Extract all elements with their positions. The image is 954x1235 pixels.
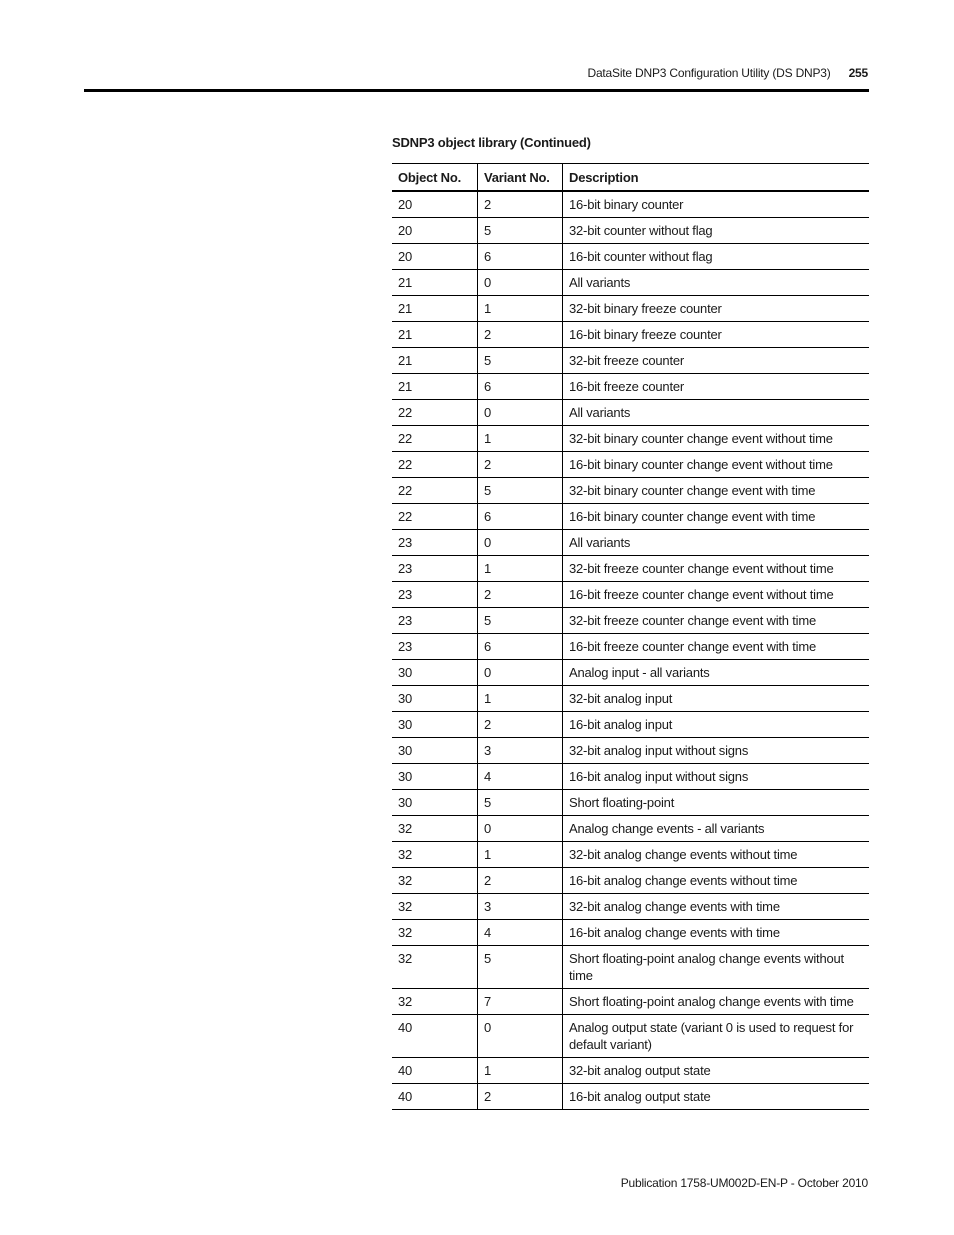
- description-cell: 32-bit analog input without signs: [563, 738, 870, 764]
- table-row: [392, 426, 869, 452]
- description-cell: Analog output state (variant 0 is used to request for default variant): [563, 1015, 870, 1058]
- table-row: [392, 660, 869, 686]
- variant-no-cell: 2: [478, 582, 563, 608]
- object-no-cell: 32: [392, 946, 478, 989]
- variant-no-cell: 3: [478, 894, 563, 920]
- table-row: [392, 608, 869, 634]
- variant-no-cell: 1: [478, 296, 563, 322]
- column-header-variant-no: Variant No.: [478, 164, 563, 192]
- table-body: [392, 191, 869, 1110]
- page-number: 255: [848, 66, 868, 80]
- table-row: [392, 989, 869, 1015]
- table-header-row: [392, 164, 869, 192]
- column-header-description: Description: [563, 164, 870, 192]
- object-no-cell: 30: [392, 686, 478, 712]
- variant-no-cell: 5: [478, 348, 563, 374]
- object-no-cell: 22: [392, 426, 478, 452]
- object-no-cell: 21: [392, 270, 478, 296]
- table-row: [392, 1058, 869, 1084]
- variant-no-cell: 2: [478, 868, 563, 894]
- object-no-cell: 40: [392, 1058, 478, 1084]
- object-no-cell: 40: [392, 1084, 478, 1110]
- object-no-cell: 30: [392, 764, 478, 790]
- table-row: [392, 504, 869, 530]
- variant-no-cell: 1: [478, 426, 563, 452]
- table-caption: SDNP3 object library (Continued): [392, 135, 591, 150]
- variant-no-cell: 5: [478, 946, 563, 989]
- object-library-table: [392, 163, 869, 1110]
- table-row: [392, 530, 869, 556]
- description-cell: Analog input - all variants: [563, 660, 870, 686]
- object-no-cell: 32: [392, 989, 478, 1015]
- table-row: [392, 894, 869, 920]
- object-no-cell: 23: [392, 556, 478, 582]
- variant-no-cell: 2: [478, 1084, 563, 1110]
- description-cell: 32-bit analog change events without time: [563, 842, 870, 868]
- variant-no-cell: 5: [478, 218, 563, 244]
- table-row: [392, 1015, 869, 1058]
- description-cell: 32-bit binary freeze counter: [563, 296, 870, 322]
- variant-no-cell: 5: [478, 608, 563, 634]
- variant-no-cell: 6: [478, 374, 563, 400]
- table-row: [392, 218, 869, 244]
- variant-no-cell: 0: [478, 400, 563, 426]
- table-row: [392, 868, 869, 894]
- table-row: [392, 1084, 869, 1110]
- object-no-cell: 30: [392, 790, 478, 816]
- description-cell: Short floating-point analog change events with time: [563, 989, 870, 1015]
- description-cell: 32-bit freeze counter: [563, 348, 870, 374]
- table-row: [392, 191, 869, 218]
- description-cell: 16-bit analog change events without time: [563, 868, 870, 894]
- description-cell: 16-bit analog input: [563, 712, 870, 738]
- variant-no-cell: 5: [478, 478, 563, 504]
- description-cell: All variants: [563, 400, 870, 426]
- object-no-cell: 22: [392, 400, 478, 426]
- object-no-cell: 22: [392, 452, 478, 478]
- variant-no-cell: 0: [478, 1015, 563, 1058]
- object-no-cell: 23: [392, 582, 478, 608]
- publication-footer: Publication 1758-UM002D-EN-P - October 2010: [620, 1176, 868, 1190]
- object-no-cell: 23: [392, 634, 478, 660]
- object-no-cell: 30: [392, 660, 478, 686]
- object-no-cell: 30: [392, 738, 478, 764]
- table-row: [392, 556, 869, 582]
- table-row: [392, 764, 869, 790]
- variant-no-cell: 2: [478, 712, 563, 738]
- description-cell: All variants: [563, 530, 870, 556]
- description-cell: 16-bit analog change events with time: [563, 920, 870, 946]
- table-row: [392, 296, 869, 322]
- variant-no-cell: 2: [478, 322, 563, 348]
- description-cell: 16-bit binary counter: [563, 191, 870, 218]
- variant-no-cell: 0: [478, 530, 563, 556]
- variant-no-cell: 1: [478, 686, 563, 712]
- table-row: [392, 582, 869, 608]
- description-cell: 32-bit binary counter change event with time: [563, 478, 870, 504]
- object-no-cell: 40: [392, 1015, 478, 1058]
- variant-no-cell: 2: [478, 452, 563, 478]
- header-rule: [84, 89, 869, 92]
- description-cell: 16-bit freeze counter change event with time: [563, 634, 870, 660]
- table-row: [392, 946, 869, 989]
- description-cell: Short floating-point: [563, 790, 870, 816]
- description-cell: 16-bit counter without flag: [563, 244, 870, 270]
- variant-no-cell: 1: [478, 842, 563, 868]
- header-title: DataSite DNP3 Configuration Utility (DS DNP3): [587, 66, 831, 80]
- variant-no-cell: 0: [478, 816, 563, 842]
- variant-no-cell: 0: [478, 660, 563, 686]
- table-row: [392, 244, 869, 270]
- object-no-cell: 21: [392, 296, 478, 322]
- object-no-cell: 21: [392, 322, 478, 348]
- object-no-cell: 32: [392, 868, 478, 894]
- description-cell: 16-bit freeze counter: [563, 374, 870, 400]
- description-cell: 16-bit analog input without signs: [563, 764, 870, 790]
- description-cell: All variants: [563, 270, 870, 296]
- object-no-cell: 23: [392, 608, 478, 634]
- variant-no-cell: 6: [478, 504, 563, 530]
- variant-no-cell: 4: [478, 920, 563, 946]
- description-cell: 32-bit analog output state: [563, 1058, 870, 1084]
- object-no-cell: 32: [392, 894, 478, 920]
- object-no-cell: 32: [392, 816, 478, 842]
- description-cell: 16-bit binary counter change event with time: [563, 504, 870, 530]
- table-row: [392, 348, 869, 374]
- description-cell: 16-bit analog output state: [563, 1084, 870, 1110]
- object-no-cell: 20: [392, 218, 478, 244]
- variant-no-cell: 5: [478, 790, 563, 816]
- object-no-cell: 21: [392, 374, 478, 400]
- description-cell: 16-bit freeze counter change event without time: [563, 582, 870, 608]
- description-cell: 16-bit binary freeze counter: [563, 322, 870, 348]
- table-row: [392, 634, 869, 660]
- table-row: [392, 686, 869, 712]
- table-row: [392, 452, 869, 478]
- table-row: [392, 712, 869, 738]
- description-cell: 32-bit counter without flag: [563, 218, 870, 244]
- table-row: [392, 478, 869, 504]
- variant-no-cell: 4: [478, 764, 563, 790]
- description-cell: 16-bit binary counter change event without time: [563, 452, 870, 478]
- variant-no-cell: 7: [478, 989, 563, 1015]
- object-no-cell: 21: [392, 348, 478, 374]
- object-no-cell: 22: [392, 478, 478, 504]
- variant-no-cell: 6: [478, 634, 563, 660]
- column-header-object-no: Object No.: [392, 164, 478, 192]
- table-row: [392, 816, 869, 842]
- table-row: [392, 400, 869, 426]
- running-header: [587, 66, 868, 80]
- table-row: [392, 842, 869, 868]
- description-cell: Analog change events - all variants: [563, 816, 870, 842]
- table-row: [392, 322, 869, 348]
- description-cell: 32-bit freeze counter change event without time: [563, 556, 870, 582]
- variant-no-cell: 2: [478, 191, 563, 218]
- object-no-cell: 20: [392, 244, 478, 270]
- object-no-cell: 32: [392, 920, 478, 946]
- table-row: [392, 738, 869, 764]
- table-row: [392, 920, 869, 946]
- description-cell: 32-bit freeze counter change event with time: [563, 608, 870, 634]
- object-no-cell: 32: [392, 842, 478, 868]
- variant-no-cell: 1: [478, 1058, 563, 1084]
- table-row: [392, 790, 869, 816]
- description-cell: 32-bit analog input: [563, 686, 870, 712]
- table-row: [392, 374, 869, 400]
- variant-no-cell: 6: [478, 244, 563, 270]
- variant-no-cell: 1: [478, 556, 563, 582]
- description-cell: Short floating-point analog change events without time: [563, 946, 870, 989]
- variant-no-cell: 3: [478, 738, 563, 764]
- description-cell: 32-bit analog change events with time: [563, 894, 870, 920]
- description-cell: 32-bit binary counter change event without time: [563, 426, 870, 452]
- object-no-cell: 23: [392, 530, 478, 556]
- object-no-cell: 20: [392, 191, 478, 218]
- table-row: [392, 270, 869, 296]
- object-no-cell: 22: [392, 504, 478, 530]
- variant-no-cell: 0: [478, 270, 563, 296]
- object-no-cell: 30: [392, 712, 478, 738]
